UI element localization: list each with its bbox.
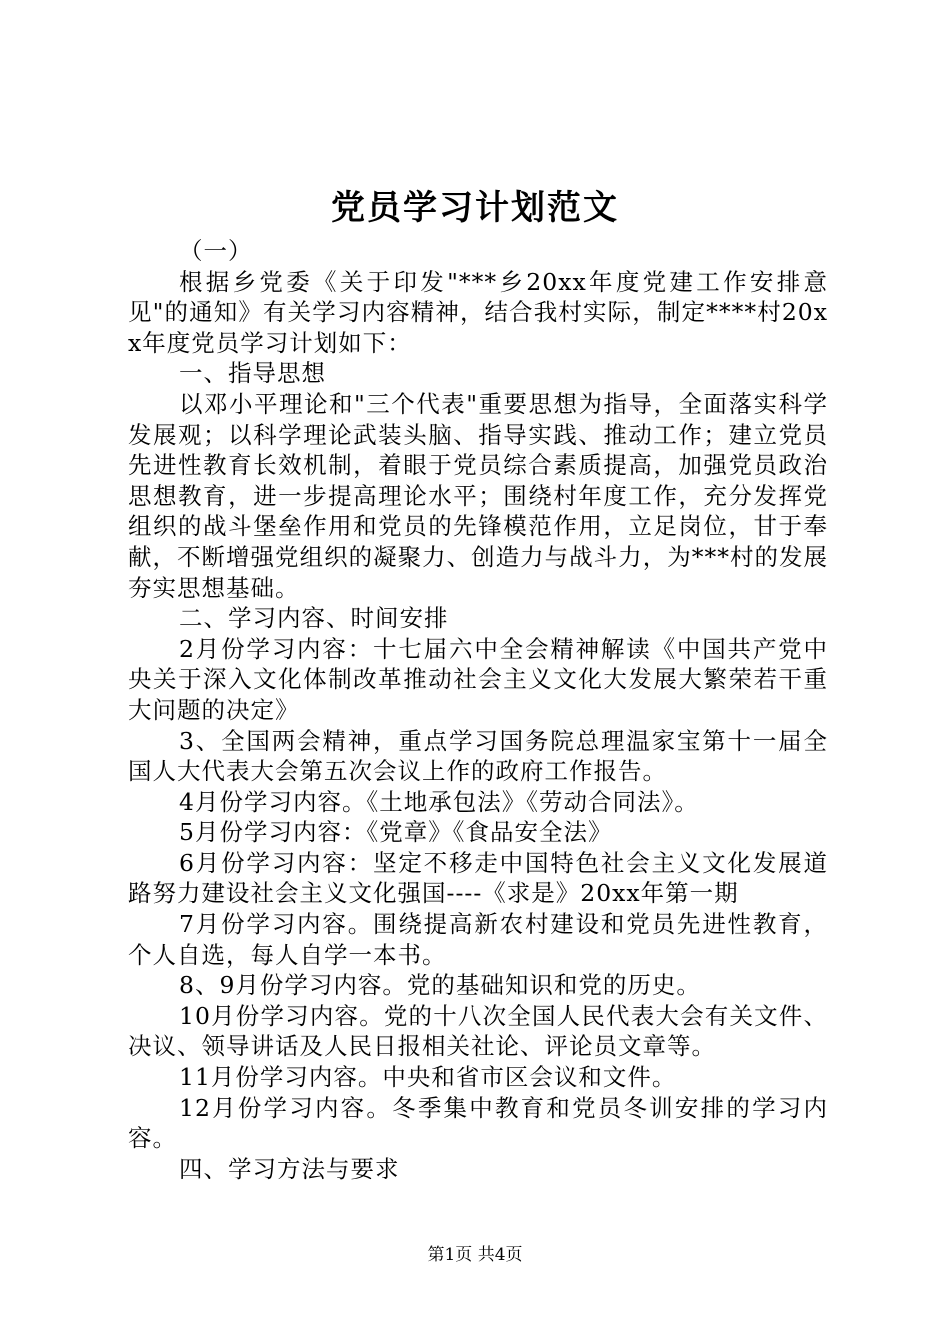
- guiding-thought-paragraph: 以邓小平理论和"三个代表"重要思想为指导，全面落实科学发展观；以科学理论武装头脑、指导实践、推动工作；建立党员先进性教育长效机制，着眼于党员综合素质提高，加强党员政治思想教育，进一步提高理论水平；围绕村年度工作，充分发挥党组织的战斗堡垒作用和党员的先锋模范作用，立足岗位，甘于奉献，不断增强党组织的凝聚力、创造力与战斗力，为***村的发展夯实思想基础。: [128, 389, 828, 602]
- study-item-march: 3、全国两会精神，重点学习国务院总理温家宝第十一届全国人大代表大会第五次会议上作的政府工作报告。: [128, 726, 828, 786]
- study-item-october: 10月份学习内容。党的十八次全国人民代表大会有关文件、决议、领导讲话及人民日报相关社论、评论员文章等。: [128, 1001, 828, 1061]
- heading-guiding-thought: 一、指导思想: [179, 359, 326, 388]
- study-item-april: 4月份学习内容。《土地承包法》《劳动合同法》。: [179, 787, 699, 816]
- page-footer: 第1页 共4页: [427, 1245, 523, 1265]
- heading-methods-requirements: 四、学习方法与要求: [179, 1154, 400, 1183]
- study-item-november: 11月份学习内容。中央和省市区会议和文件。: [179, 1063, 677, 1092]
- heading-study-content: 二、学习内容、时间安排: [179, 604, 449, 633]
- section-marker: （一）: [179, 237, 253, 265]
- study-item-august-september: 8、9月份学习内容。党的基础知识和党的历史。: [179, 971, 701, 1000]
- study-item-june: 6月份学习内容：坚定不移走中国特色社会主义文化发展道路努力建设社会主义文化强国----《求是》20xx年第一期: [128, 848, 828, 908]
- intro-paragraph: 根据乡党委《关于印发"***乡20xx年度党建工作安排意见"的通知》有关学习内容精神，结合我村实际，制定****村20xx年度党员学习计划如下：: [128, 267, 828, 357]
- study-item-july: 7月份学习内容。围绕提高新农村建设和党员先进性教育，个人自选，每人自学一本书。: [128, 910, 828, 969]
- study-item-may: 5月份学习内容：《党章》《食品安全法》: [179, 818, 613, 847]
- study-item-february: 2月份学习内容：十七届六中全会精神解读《中国共产党中央关于深入文化体制改革推动社会主义文化大发展大繁荣若干重大问题的决定》: [128, 634, 828, 724]
- document-title: 党员学习计划范文: [331, 188, 619, 228]
- study-item-december: 12月份学习内容。冬季集中教育和党员冬训安排的学习内容。: [128, 1093, 828, 1153]
- document-body: [128, 236, 828, 1184]
